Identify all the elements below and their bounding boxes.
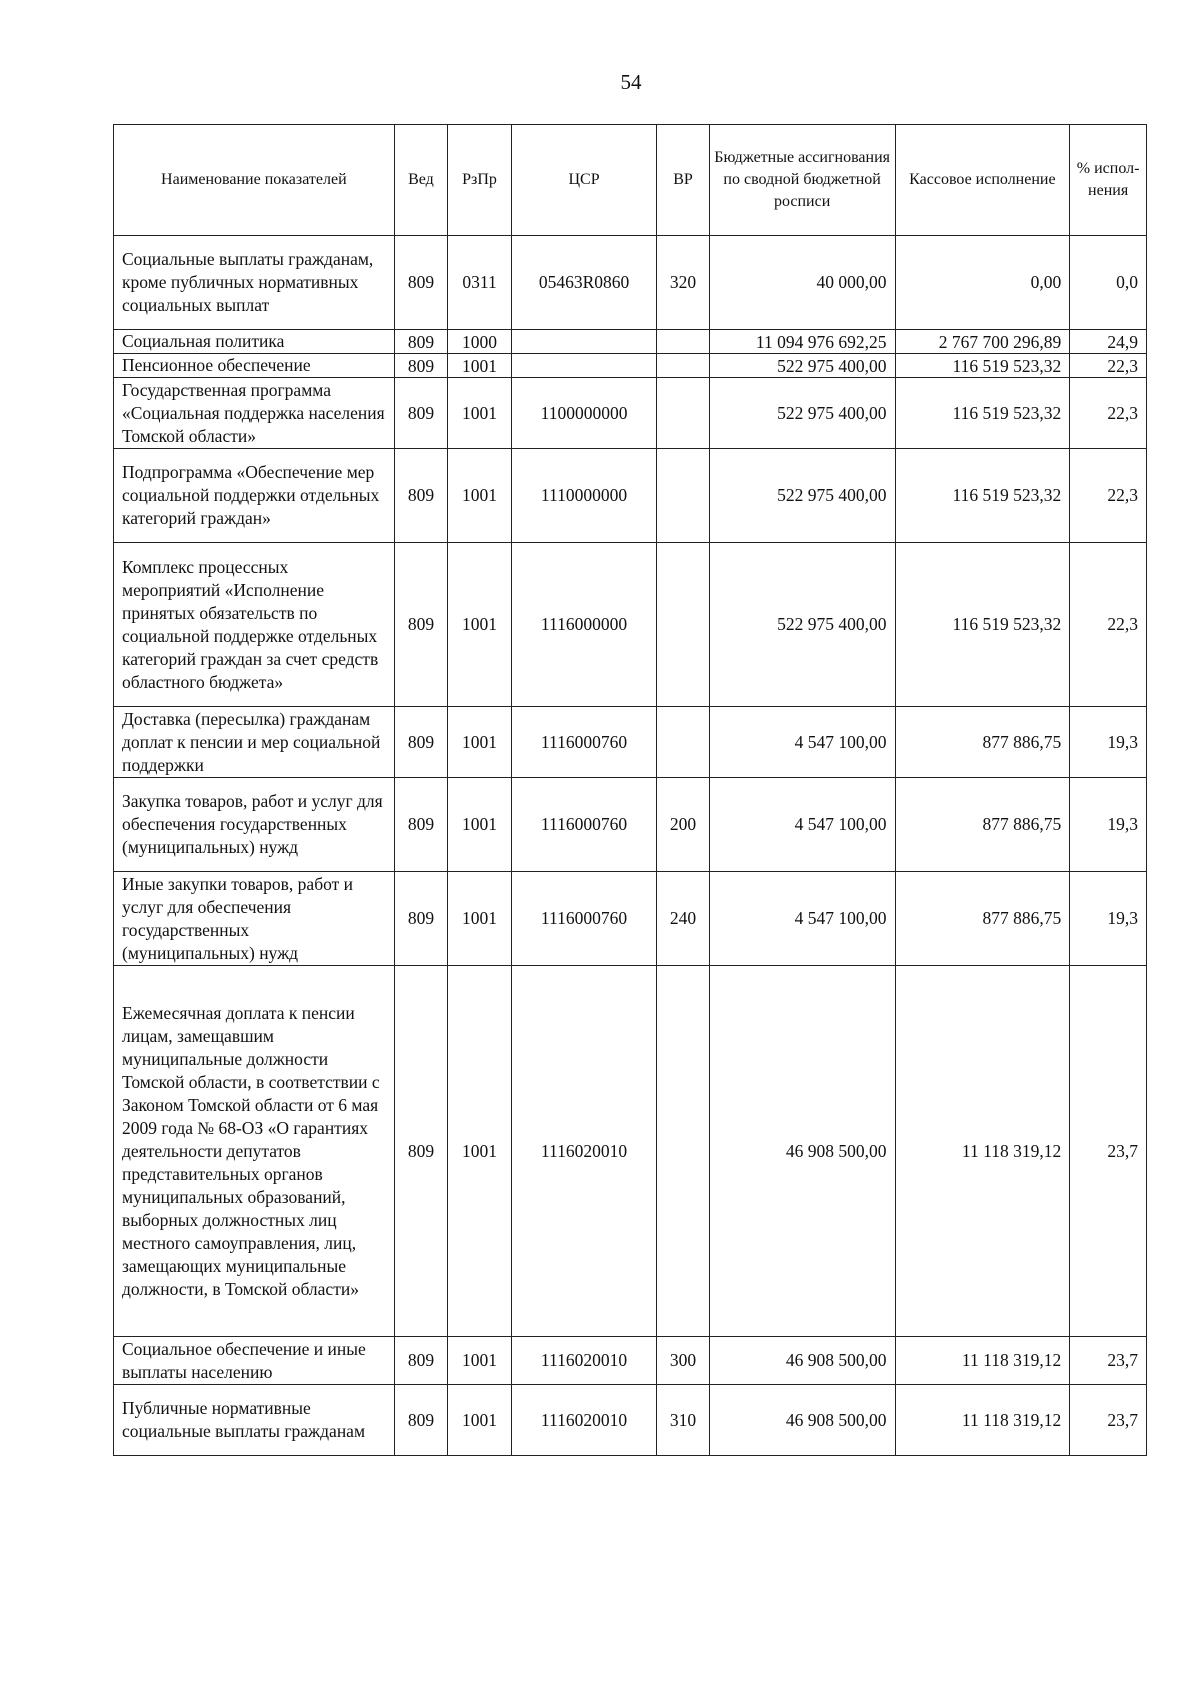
cell-percent: 23,7 (1070, 1337, 1147, 1385)
cell-allocations: 4 547 100,00 (709, 778, 895, 872)
cell-execution: 11 118 319,12 (895, 1337, 1070, 1385)
cell-percent: 24,9 (1070, 330, 1147, 354)
cell-csr (511, 330, 656, 354)
header-rzpr: РзПр (448, 125, 512, 236)
cell-csr: 1116020010 (511, 1385, 656, 1456)
cell-rzpr: 1001 (448, 449, 512, 543)
header-percent: % испол-нения (1070, 125, 1147, 236)
cell-percent: 0,0 (1070, 236, 1147, 330)
table-row (114, 778, 1147, 872)
cell-vr: 310 (657, 1385, 710, 1456)
table-row (114, 236, 1147, 330)
cell-percent: 19,3 (1070, 778, 1147, 872)
table-row (114, 1385, 1147, 1456)
cell-ved: 809 (394, 354, 448, 378)
cell-csr: 1116020010 (511, 1337, 656, 1385)
cell-percent: 19,3 (1070, 872, 1147, 966)
cell-allocations: 11 094 976 692,25 (709, 330, 895, 354)
cell-allocations: 522 975 400,00 (709, 354, 895, 378)
cell-name: Иные закупки товаров, работ и услуг для обеспечения государственных (муниципальных) нужд (114, 872, 395, 966)
cell-name: Государственная программа «Социальная поддержка населения Томской области» (114, 378, 395, 449)
table-row (114, 354, 1147, 378)
cell-execution: 877 886,75 (895, 778, 1070, 872)
cell-rzpr: 1001 (448, 707, 512, 778)
cell-execution: 0,00 (895, 236, 1070, 330)
cell-ved: 809 (394, 778, 448, 872)
header-name: Наименование показателей (114, 125, 395, 236)
cell-allocations: 522 975 400,00 (709, 449, 895, 543)
cell-rzpr: 1001 (448, 1385, 512, 1456)
table-row (114, 1337, 1147, 1385)
table-row (114, 707, 1147, 778)
cell-allocations: 46 908 500,00 (709, 1385, 895, 1456)
cell-rzpr: 1000 (448, 330, 512, 354)
cell-name: Ежемесячная доплата к пенсии лицам, замещавшим муниципальные должности Томской области, в соответствии с Законом Томской области от 6 мая 2009 года № 68-ОЗ «О гарантиях деятельности депутатов представительных органов муниципальных образований, выборных должностных лиц местного самоуправления, лиц, замещающих муниципальные должности, в Томской области» (114, 966, 395, 1337)
page-number: 54 (620, 70, 642, 94)
cell-percent: 22,3 (1070, 543, 1147, 707)
cell-csr: 1116000000 (511, 543, 656, 707)
cell-rzpr: 1001 (448, 354, 512, 378)
cell-allocations: 522 975 400,00 (709, 378, 895, 449)
cell-percent: 23,7 (1070, 1385, 1147, 1456)
header-allocations: Бюджетные ассигнования по сводной бюджетной росписи (709, 125, 895, 236)
cell-vr (657, 449, 710, 543)
cell-vr: 240 (657, 872, 710, 966)
header-vr: ВР (657, 125, 710, 236)
cell-execution: 116 519 523,32 (895, 449, 1070, 543)
cell-vr (657, 354, 710, 378)
cell-csr: 1116000760 (511, 707, 656, 778)
cell-vr: 320 (657, 236, 710, 330)
cell-percent: 23,7 (1070, 966, 1147, 1337)
cell-execution: 116 519 523,32 (895, 354, 1070, 378)
cell-ved: 809 (394, 966, 448, 1337)
cell-ved: 809 (394, 378, 448, 449)
cell-allocations: 46 908 500,00 (709, 966, 895, 1337)
cell-name: Доставка (пересылка) гражданам доплат к пенсии и мер социальной поддержки (114, 707, 395, 778)
cell-rzpr: 1001 (448, 543, 512, 707)
cell-allocations: 522 975 400,00 (709, 543, 895, 707)
table-body (114, 236, 1147, 1456)
cell-percent: 22,3 (1070, 449, 1147, 543)
cell-ved: 809 (394, 449, 448, 543)
cell-csr (511, 354, 656, 378)
cell-percent: 22,3 (1070, 378, 1147, 449)
cell-execution: 877 886,75 (895, 707, 1070, 778)
cell-csr: 1116020010 (511, 966, 656, 1337)
cell-vr: 200 (657, 778, 710, 872)
cell-allocations: 4 547 100,00 (709, 707, 895, 778)
table-row (114, 966, 1147, 1337)
cell-ved: 809 (394, 1337, 448, 1385)
cell-execution: 116 519 523,32 (895, 378, 1070, 449)
cell-vr (657, 966, 710, 1337)
cell-csr: 1100000000 (511, 378, 656, 449)
cell-rzpr: 1001 (448, 872, 512, 966)
cell-csr: 1116000760 (511, 872, 656, 966)
cell-vr (657, 330, 710, 354)
cell-csr: 05463R0860 (511, 236, 656, 330)
cell-name: Социальная политика (114, 330, 395, 354)
cell-csr: 1110000000 (511, 449, 656, 543)
cell-vr (657, 707, 710, 778)
cell-execution: 11 118 319,12 (895, 966, 1070, 1337)
header-ved: Вед (394, 125, 448, 236)
cell-name: Социальное обеспечение и иные выплаты населению (114, 1337, 395, 1385)
cell-rzpr: 1001 (448, 966, 512, 1337)
cell-execution: 116 519 523,32 (895, 543, 1070, 707)
cell-execution: 11 118 319,12 (895, 1385, 1070, 1456)
cell-name: Комплекс процессных мероприятий «Исполнение принятых обязательств по социальной поддержке отдельных категорий граждан за счет средств областного бюджета» (114, 543, 395, 707)
cell-allocations: 4 547 100,00 (709, 872, 895, 966)
cell-csr: 1116000760 (511, 778, 656, 872)
budget-execution-table (113, 124, 1147, 1456)
cell-percent: 19,3 (1070, 707, 1147, 778)
table-row (114, 330, 1147, 354)
cell-allocations: 46 908 500,00 (709, 1337, 895, 1385)
cell-ved: 809 (394, 330, 448, 354)
cell-ved: 809 (394, 1385, 448, 1456)
cell-name: Публичные нормативные социальные выплаты гражданам (114, 1385, 395, 1456)
cell-execution: 877 886,75 (895, 872, 1070, 966)
table-row (114, 543, 1147, 707)
cell-vr (657, 378, 710, 449)
table-header (114, 125, 1147, 236)
table-row (114, 378, 1147, 449)
cell-name: Закупка товаров, работ и услуг для обеспечения государственных (муниципальных) нужд (114, 778, 395, 872)
table-row (114, 872, 1147, 966)
table-row (114, 449, 1147, 543)
header-execution: Кассовое исполнение (895, 125, 1070, 236)
cell-execution: 2 767 700 296,89 (895, 330, 1070, 354)
cell-name: Социальные выплаты гражданам, кроме публичных нормативных социальных выплат (114, 236, 395, 330)
cell-ved: 809 (394, 872, 448, 966)
cell-rzpr: 1001 (448, 778, 512, 872)
cell-vr (657, 543, 710, 707)
cell-ved: 809 (394, 543, 448, 707)
cell-name: Пенсионное обеспечение (114, 354, 395, 378)
header-csr: ЦСР (511, 125, 656, 236)
cell-rzpr: 1001 (448, 1337, 512, 1385)
cell-rzpr: 0311 (448, 236, 512, 330)
header-row (114, 125, 1147, 236)
cell-ved: 809 (394, 707, 448, 778)
cell-vr: 300 (657, 1337, 710, 1385)
cell-allocations: 40 000,00 (709, 236, 895, 330)
cell-name: Подпрограмма «Обеспечение мер социальной поддержки отдельных категорий граждан» (114, 449, 395, 543)
cell-percent: 22,3 (1070, 354, 1147, 378)
cell-rzpr: 1001 (448, 378, 512, 449)
cell-ved: 809 (394, 236, 448, 330)
